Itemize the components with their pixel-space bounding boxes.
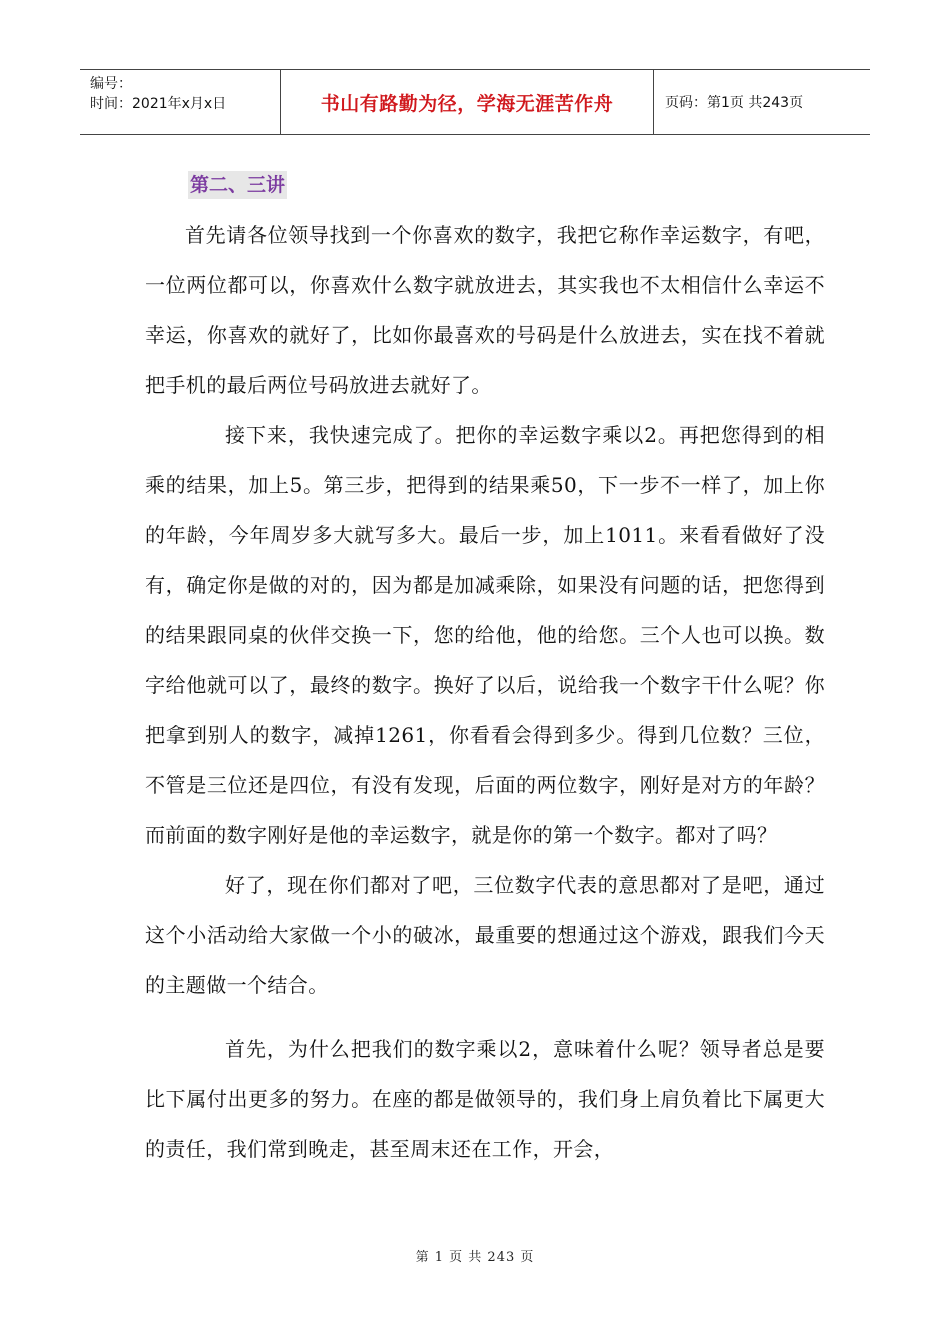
motto-text: 书山有路勤为径，学海无涯苦作舟 [320, 92, 614, 115]
paragraph-3: 好了，现在你们都对了吧，三位数字代表的意思都对了是吧，通过这个小活动给大家做一个小的破冰，最重要的想通过这个游戏，跟我们今天的主题做一个结合。 [145, 873, 825, 997]
date-label: 时间：2021年x月x日 [90, 96, 227, 112]
document-header [80, 69, 870, 135]
number-label: 编号： [90, 76, 132, 92]
page-info: 页码：第1页 共243页 [665, 95, 804, 111]
section-title: 第二、三讲 [188, 171, 287, 199]
paragraph-2: 接下来，我快速完成了。把你的幸运数字乘以2。再把您得到的相乘的结果，加上5。第三步，把得到的结果乘50，下一步不一样了，加上你的年龄，今年周岁多大就写多大。最后一步，加上1011。来看看做好了没有，确定你是做的对的，因为都是加减乘除，如果没有问题的话，把您得到的结果跟同桌的伙伴交换一下，您的给他，他的给您。三个人也可以换。数字给他就可以了，最终的数字。换好了以后，说给我一个数字干什么呢？你把拿到别人的数字，减掉1261，你看看会得到多少。得到几位数？三位，不管是三位还是四位，有没有发现，后面的两位数字，刚好是对方的年龄？而前面的数字刚好是他的幸运数字，就是你的第一个数字。都对了吗？ [145, 423, 825, 847]
header-page-cell [654, 70, 870, 134]
page-footer: 第 1 页 共 243 页 [415, 1250, 535, 1265]
paragraph-4: 首先，为什么把我们的数字乘以2，意味着什么呢？领导者总是要比下属付出更多的努力。在座的都是做领导的，我们身上肩负着比下属更大的责任，我们常到晚走，甚至周末还在工作，开会， [145, 1037, 825, 1161]
paragraph-1: 首先请各位领导找到一个你喜欢的数字，我把它称作幸运数字，有吧，一位两位都可以，你喜欢什么数字就放进去，其实我也不太相信什么幸运不幸运，你喜欢的就好了，比如你最喜欢的号码是什么放进去，实在找不着就把手机的最后两位号码放进去就好了。 [145, 223, 825, 397]
header-meta-cell [80, 70, 281, 134]
header-motto-cell [281, 70, 654, 134]
body-text [145, 210, 825, 1174]
